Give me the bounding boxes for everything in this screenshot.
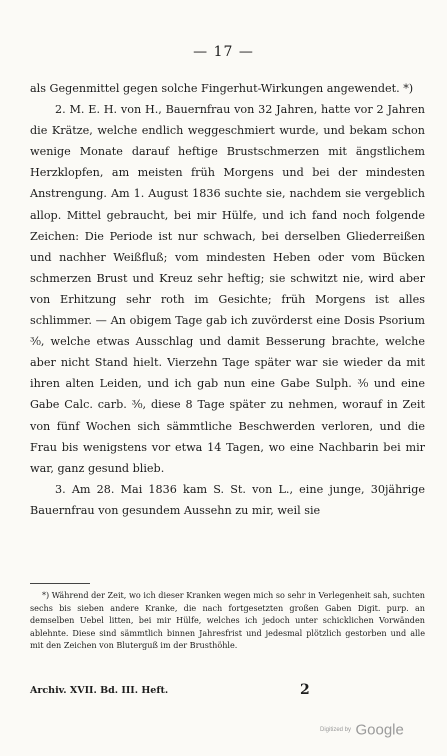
page-number: — 17 — (193, 44, 254, 60)
watermark-prefix: Digitized by (320, 726, 352, 733)
main-text (30, 78, 425, 521)
footnote (30, 589, 425, 652)
paragraph-case-3: 3. Am 28. Mai 1836 kam S. St. von L., eine junge, 30jährige Bauernfrau von gesundem Aussehn zu mir, weil sie (30, 482, 425, 517)
watermark-brand: Google (355, 721, 404, 739)
signature-text: Archiv. XVII. Bd. III. Heft. (30, 685, 169, 696)
footnote-divider (30, 583, 90, 584)
footnote-text: *) Während der Zeit, wo ich dieser Kranken wegen mich so sehr in Verlegenheit sah, suchten sechs bis sieben andere Kranke, die nach fortgesetzten großen Gaben Digit. purp. an demselben Uebel litten, bei mir Hülfe, welches ich jedoch unter schicklichen Vorwänden ablehnte. Diese sind sämmtlich binnen Jahresfrist und jedesmal plötzlich gestorben und alle mit den Zeichen von Bluterguß im der Brusthöhle. (30, 590, 425, 651)
printer-signature (30, 682, 425, 698)
digitized-watermark (320, 721, 430, 739)
sheet-number: 2 (300, 682, 310, 698)
paragraph-continuation: als Gegenmittel gegen solche Fingerhut-Wirkungen angewendet. *) (30, 82, 414, 95)
paragraph-case-2: 2. M. E. H. von H., Bauernfrau von 32 Jahren, hatte vor 2 Jahren die Krätze, welche endlich weggeschmiert wurde, und bekam schon wenige Monate darauf heftige Brustschmerzen mit ängstlichem Herzklopfen, am meisten früh Morgens und bei der mindesten Anstrengung. Am 1. August 1836 suchte sie, nachdem sie vergeblich allop. Mittel gebraucht, bei mir Hülfe, und ich fand noch folgende Zeichen: Die Periode ist nur schwach, bei derselben Gliederreißen und nachher Weißfluß; vom mindesten Heben oder vom Bücken schmerzen Brust und Kreuz sehr heftig; sie schwitzt nie, wird aber von Erhitzung sehr roth im Gesichte; früh Morgens ist alles schlimmer. — An obigem Tage gab ich zuvörderst eine Dosis Psorium ³⁄₀, welche etwas Ausschlag und damit Besserung brachte, welche aber nicht Stand hielt. Vierzehn Tage später war sie wieder da mit ihren alten Leiden, und ich gab nun eine Gabe Sulph. ³⁄₀ und eine Gabe Calc. carb. ³⁄₀, diese 8 Tage später zu nehmen, worauf in Zeit von fünf Wochen sich sämmtliche Beschwerden verloren, und die Frau bis wenigstens vor etwa 14 Tagen, wo eine Nachbarin bei mir war, ganz gesund blieb. (30, 103, 425, 475)
